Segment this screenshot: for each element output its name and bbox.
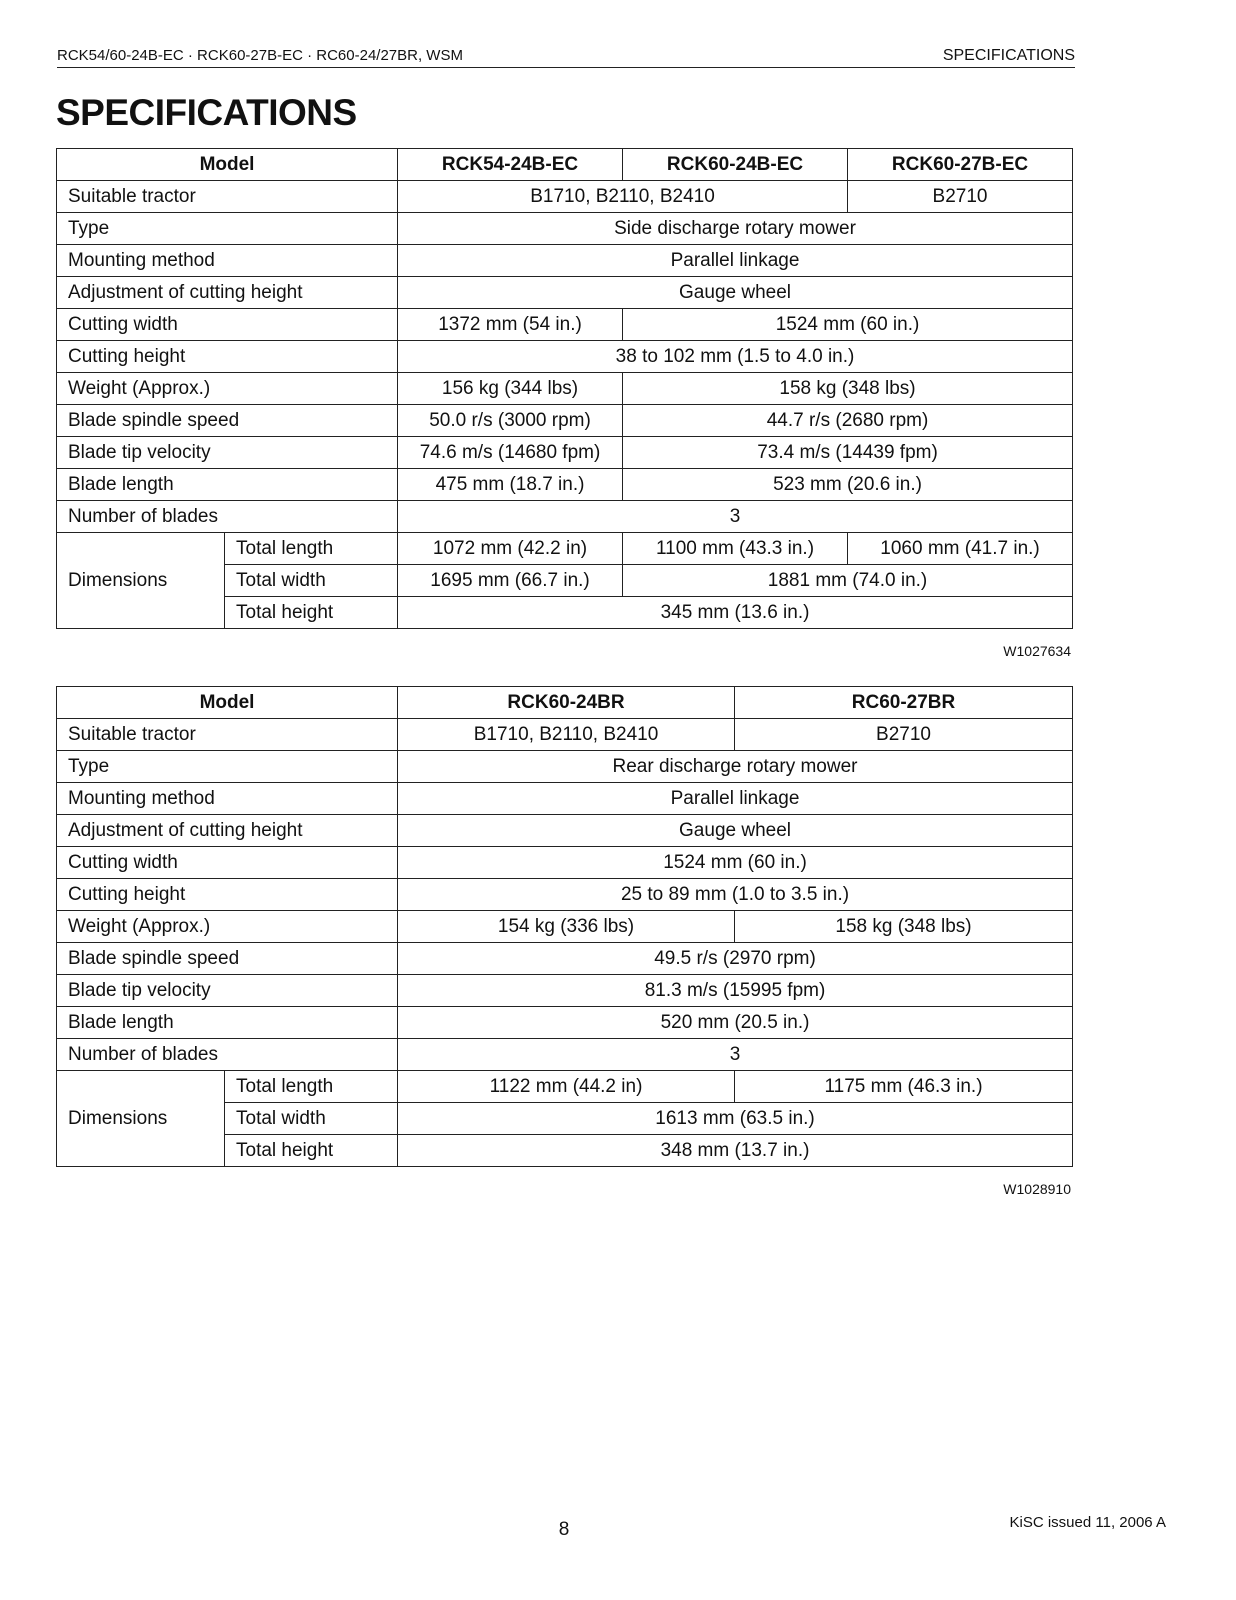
table-row [57,751,1073,783]
model-name: RCK60-27B-EC [848,149,1073,181]
row-label: Blade spindle speed [57,943,398,975]
model-name: RCK54-24B-EC [398,149,623,181]
model-name: RCK60-24BR [398,687,735,719]
table-row [57,719,1073,751]
table-row [57,815,1073,847]
page-number: 8 [558,1519,570,1540]
cell-value: 73.4 m/s (14439 fpm) [623,437,1073,469]
sub-row-label: Total height [225,597,398,629]
cell-value: 158 kg (348 lbs) [735,911,1073,943]
row-label: Type [57,751,398,783]
row-label: Weight (Approx.) [57,911,398,943]
cell-value: Parallel linkage [398,783,1073,815]
table-row [57,309,1073,341]
table-row [57,879,1073,911]
cell-value: 520 mm (20.5 in.) [398,1007,1073,1039]
cell-value: 74.6 m/s (14680 fpm) [398,437,623,469]
page-title: SPECIFICATIONS [56,92,357,133]
page-header [57,46,1075,68]
sub-row-label: Total height [225,1135,398,1167]
row-label: Suitable tractor [57,181,398,213]
table-row [57,373,1073,405]
cell-value: Side discharge rotary mower [398,213,1073,245]
cell-value: 523 mm (20.6 in.) [623,469,1073,501]
sub-row-label: Total length [225,1071,398,1103]
cell-value: 1122 mm (44.2 in) [398,1071,735,1103]
table-row [57,1039,1073,1071]
cell-value: 38 to 102 mm (1.5 to 4.0 in.) [398,341,1073,373]
cell-value: 348 mm (13.7 in.) [398,1135,1073,1167]
cell-value: 345 mm (13.6 in.) [398,597,1073,629]
cell-value: 1695 mm (66.7 in.) [398,565,623,597]
row-label: Cutting width [57,847,398,879]
cell-value: 1524 mm (60 in.) [398,847,1073,879]
cell-value: 49.5 r/s (2970 rpm) [398,943,1073,975]
cell-value: 1060 mm (41.7 in.) [848,533,1073,565]
table-row [57,405,1073,437]
cell-value: 1100 mm (43.3 in.) [623,533,848,565]
row-label: Blade spindle speed [57,405,398,437]
cell-value: 1175 mm (46.3 in.) [735,1071,1073,1103]
sub-row-label: Total width [225,1103,398,1135]
cell-value: Gauge wheel [398,277,1073,309]
row-label: Blade length [57,469,398,501]
cell-value: 1372 mm (54 in.) [398,309,623,341]
row-label: Cutting height [57,341,398,373]
row-label: Dimensions [57,533,225,629]
cell-value: 1524 mm (60 in.) [623,309,1073,341]
cell-value: 50.0 r/s (3000 rpm) [398,405,623,437]
model-name: RCK60-24B-EC [623,149,848,181]
table-row [57,533,1073,565]
table-row [57,245,1073,277]
table-row [57,975,1073,1007]
spec-table-side-discharge [56,148,1073,629]
table-row [57,149,1073,181]
row-label: Cutting width [57,309,398,341]
table-row [57,181,1073,213]
table-code: W1028910 [1003,1181,1071,1197]
row-label: Suitable tractor [57,719,398,751]
cell-value: 475 mm (18.7 in.) [398,469,623,501]
table-row [57,501,1073,533]
table-row [57,911,1073,943]
row-label: Cutting height [57,879,398,911]
sub-row-label: Total width [225,565,398,597]
table-row [57,1071,1073,1103]
cell-value: Parallel linkage [398,245,1073,277]
row-label: Adjustment of cutting height [57,277,398,309]
spec-table-rear-discharge [56,686,1073,1167]
cell-value: Gauge wheel [398,815,1073,847]
cell-value: 1613 mm (63.5 in.) [398,1103,1073,1135]
cell-value: 154 kg (336 lbs) [398,911,735,943]
row-label: Blade length [57,1007,398,1039]
cell-value: B1710, B2110, B2410 [398,181,848,213]
cell-value: 81.3 m/s (15995 fpm) [398,975,1073,1007]
table-row [57,847,1073,879]
cell-value: B1710, B2110, B2410 [398,719,735,751]
cell-value: 44.7 r/s (2680 rpm) [623,405,1073,437]
cell-value: 25 to 89 mm (1.0 to 3.5 in.) [398,879,1073,911]
cell-value: Rear discharge rotary mower [398,751,1073,783]
table-row [57,213,1073,245]
row-label: Dimensions [57,1071,225,1167]
header-section-title: SPECIFICATIONS [942,47,1075,64]
row-label: Mounting method [57,245,398,277]
cell-value: B2710 [848,181,1073,213]
header-manual-title: RCK54/60-24B-EC · RCK60-27B-EC · RC60-24/27BR, WSM [57,47,463,64]
cell-value: 156 kg (344 lbs) [398,373,623,405]
row-label: Type [57,213,398,245]
model-name: RC60-27BR [735,687,1073,719]
table-row [57,341,1073,373]
issue-note: KiSC issued 11, 2006 A [1009,1514,1166,1531]
table-row [57,687,1073,719]
cell-value: 3 [398,1039,1073,1071]
model-header: Model [57,687,398,719]
table-row [57,783,1073,815]
row-label: Number of blades [57,1039,398,1071]
table-row [57,277,1073,309]
cell-value: 1881 mm (74.0 in.) [623,565,1073,597]
model-header: Model [57,149,398,181]
row-label: Number of blades [57,501,398,533]
row-label: Weight (Approx.) [57,373,398,405]
table-code: W1027634 [1003,643,1071,659]
table-row [57,437,1073,469]
sub-row-label: Total length [225,533,398,565]
cell-value: B2710 [735,719,1073,751]
cell-value: 3 [398,501,1073,533]
table-row [57,469,1073,501]
row-label: Blade tip velocity [57,975,398,1007]
cell-value: 158 kg (348 lbs) [623,373,1073,405]
row-label: Mounting method [57,783,398,815]
row-label: Adjustment of cutting height [57,815,398,847]
cell-value: 1072 mm (42.2 in) [398,533,623,565]
table-row [57,1007,1073,1039]
table-row [57,943,1073,975]
row-label: Blade tip velocity [57,437,398,469]
